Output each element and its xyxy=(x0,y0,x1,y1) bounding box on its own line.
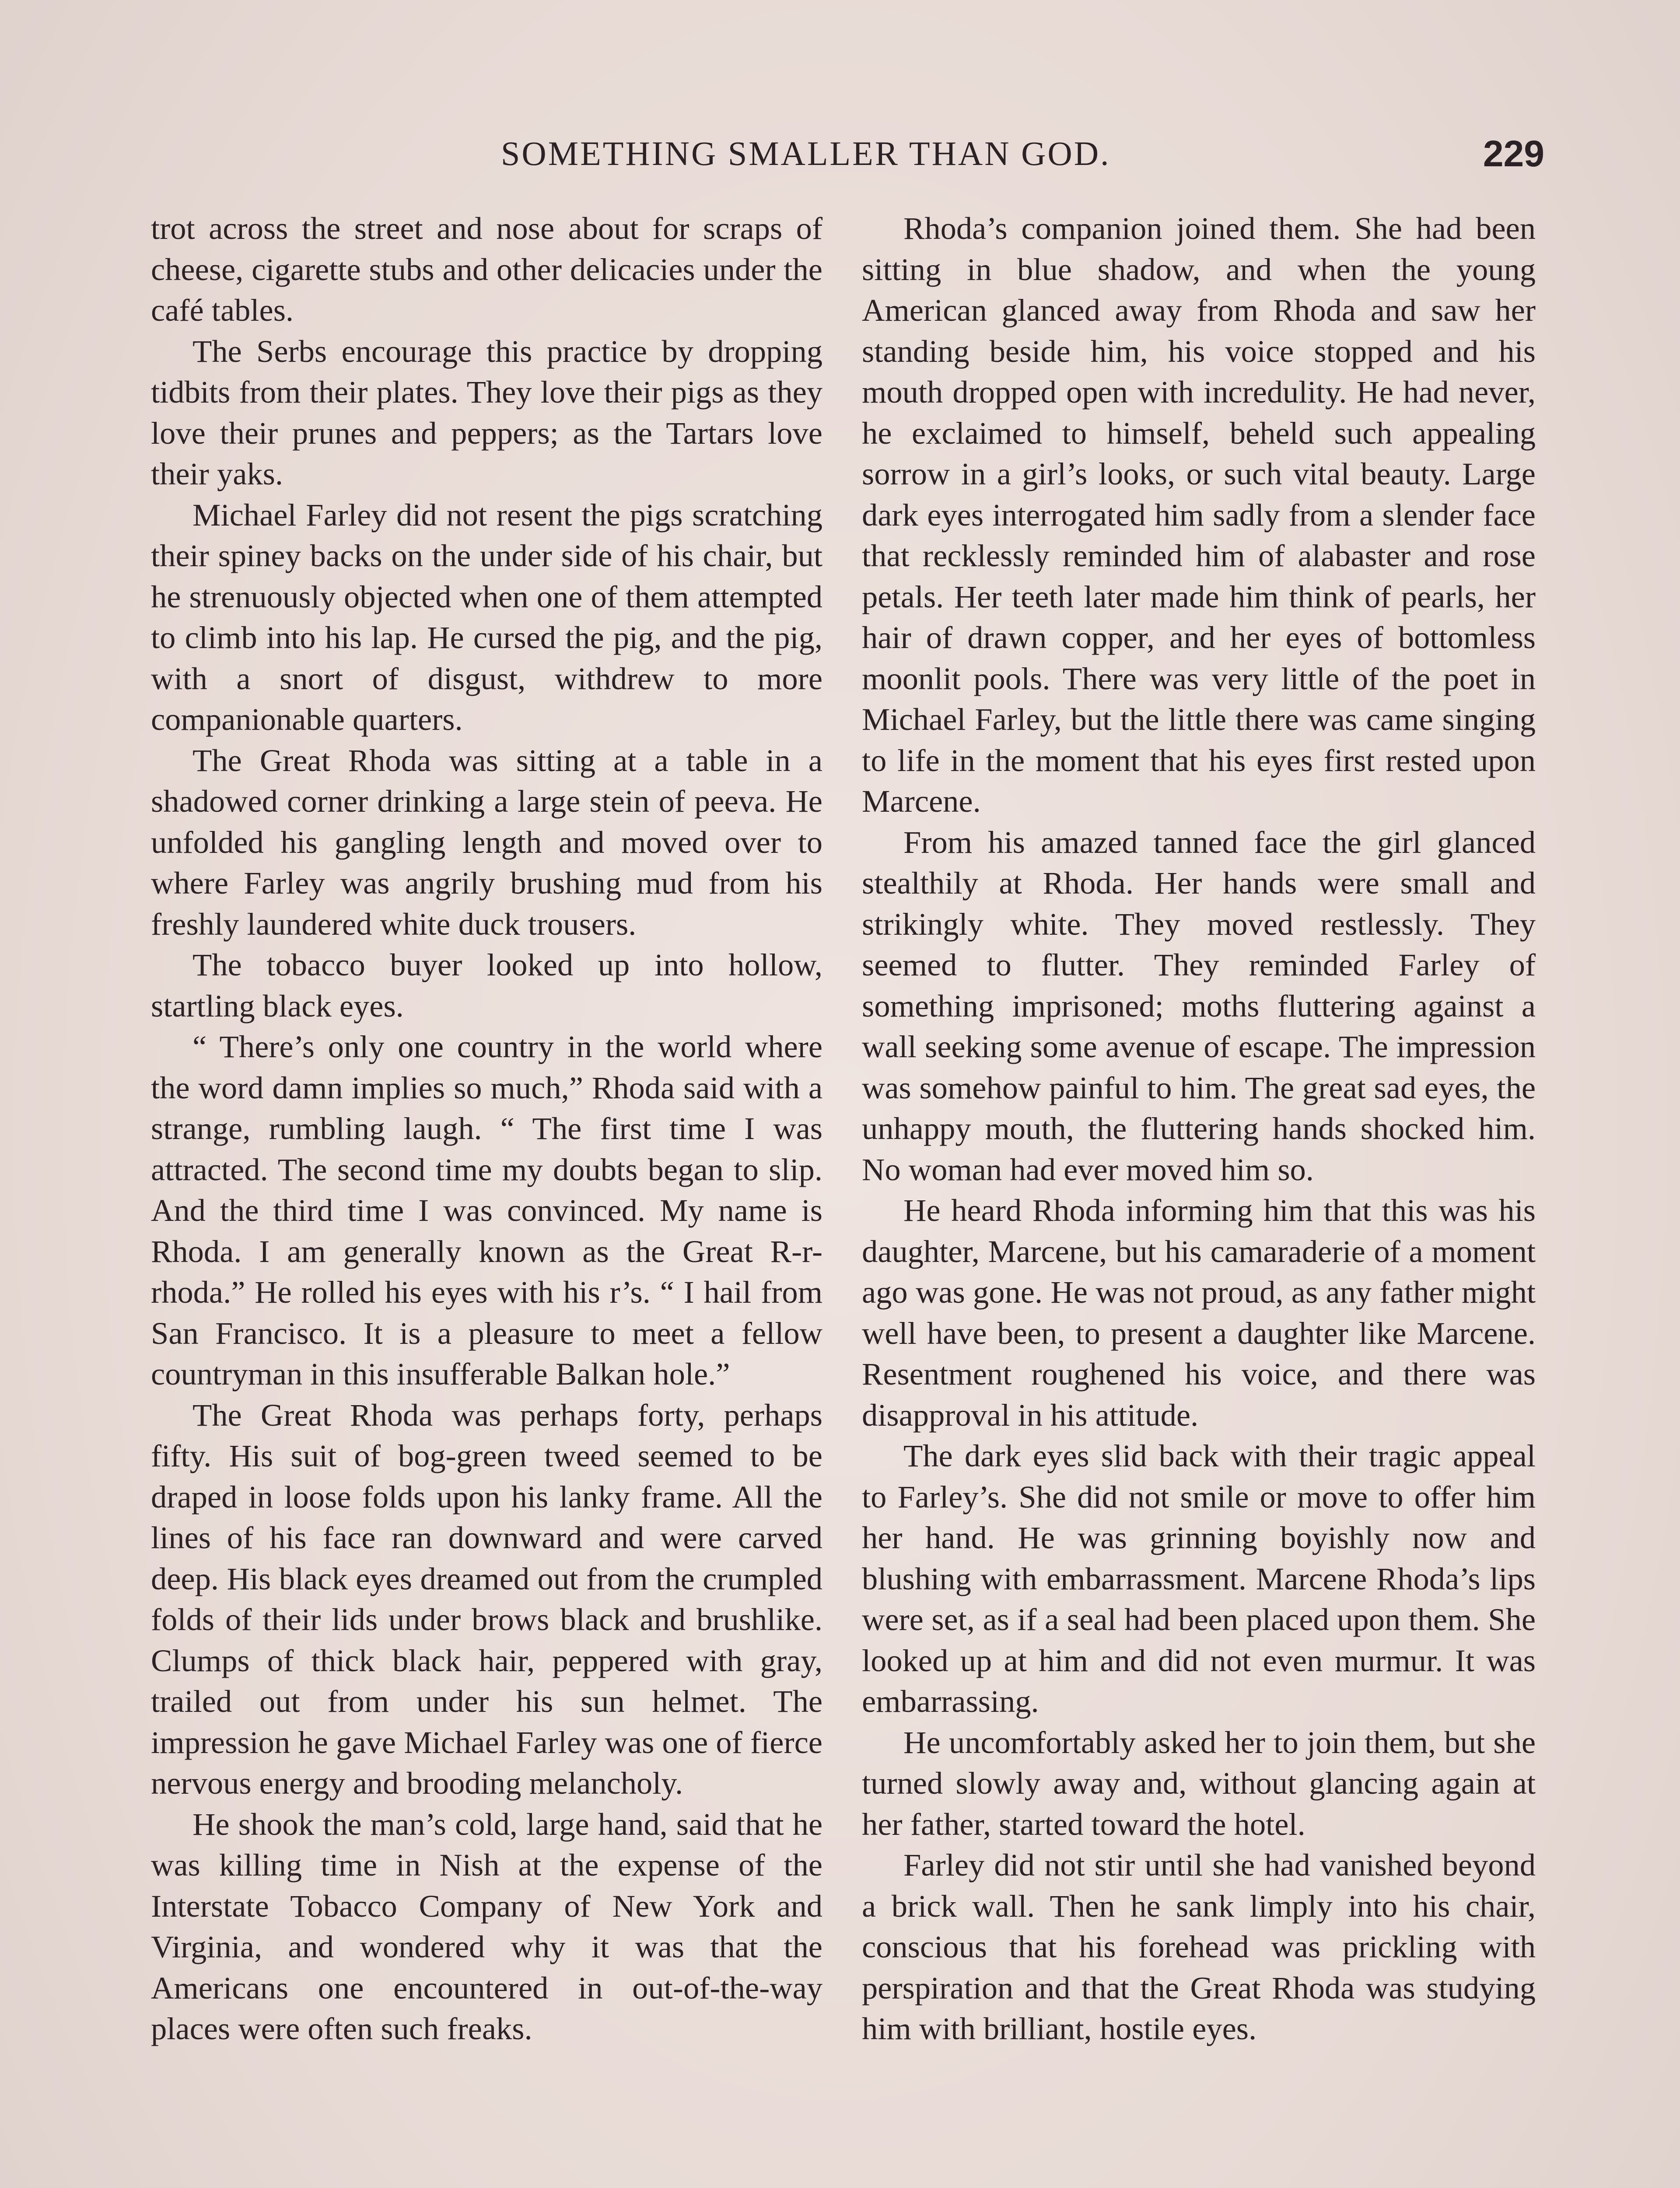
paragraph: trot across the street and nose about for scraps of cheese, cigarette stubs and other delicacies under the café tables. xyxy=(151,210,822,328)
page-number: 229 xyxy=(1483,133,1544,174)
paragraph: The tobacco buyer looked up into hollow, startling black eyes. xyxy=(151,947,822,1024)
paragraph: Michael Farley did not resent the pigs scratching their spiney backs on the under side of his chair, but he strenuously objected when one of them attempted to climb into his lap. He cursed the pig, and the pig, with a snort of disgust, withdrew to more companionable quarters. xyxy=(151,497,822,737)
paragraph: The Great Rhoda was sitting at a table in a shadowed corner drinking a large stein of peeva. He unfolded his gangling length and moved over to where Farley was angrily brushing mud from his freshly laundered white duck trousers. xyxy=(151,742,822,942)
paragraph: He heard Rhoda informing him that this was his daughter, Marcene, but his camaraderie of a moment ago was gone. He was not proud, as any father might well have been, to present a daughter like Marcene. Resentment roughened his voice, and there was disapproval in his attitude. xyxy=(862,1192,1536,1433)
paragraph: He uncomfortably asked her to join them, but she turned slowly away and, without glancing again at her father, started toward the hotel. xyxy=(862,1724,1536,1842)
right-column xyxy=(862,208,1536,2049)
paragraph: The dark eyes slid back with their tragic appeal to Farley’s. She did not smile or move to offer him her hand. He was grinning boyishly now and blushing with embarrassment. Marcene Rhoda’s lips were set, as if a seal had been placed upon them. She looked up at him and did not even murmur. It was embarrassing. xyxy=(862,1438,1536,1719)
left-column xyxy=(151,208,822,2049)
paragraph: “ There’s only one country in the world where the word damn implies so much,” Rhoda said with a strange, rumbling laugh. “ The first time I was attracted. The second time my doubts began to slip. And the third time I was convinced. My name is Rhoda. I am generally known as the Great R-r-rhoda.” He rolled his eyes with his r’s. “ I hail from San Francisco. It is a pleasure to meet a fellow countryman in this insufferable Balkan hole.” xyxy=(151,1029,822,1392)
paragraph: From his amazed tanned face the girl glanced stealthily at Rhoda. Her hands were small and strikingly white. They moved restlessly. They seemed to flutter. They reminded Farley of something imprisoned; moths fluttering against a wall seeking some avenue of escape. The impression was somehow painful to him. The great sad eyes, the unhappy mouth, the fluttering hands shocked him. No woman had ever moved him so. xyxy=(862,824,1536,1187)
paragraph: Rhoda’s companion joined them. She had been sitting in blue shadow, and when the young American glanced away from Rhoda and saw her standing beside him, his voice stopped and his mouth dropped open with incredulity. He had never, he exclaimed to himself, beheld such appealing sorrow in a girl’s looks, or such vital beauty. Large dark eyes interrogated him sadly from a slender face that recklessly reminded him of alabaster and rose petals. Her teeth later made him think of pearls, her hair of drawn copper, and her eyes of bottomless moonlit pools. There was very little of the poet in Michael Farley, but the little there was came singing to life in the moment that his eyes first rested upon Marcene. xyxy=(862,210,1536,819)
paragraph: He shook the man’s cold, large hand, said that he was killing time in Nish at the expense of the Interstate Tobacco Company of New York and Virginia, and wondered why it was that the Americans one encountered in out-of-the-way places were often such freaks. xyxy=(151,1806,822,2046)
page-header xyxy=(149,130,1544,178)
paragraph: Farley did not stir until she had vanished beyond a brick wall. Then he sank limply into his chair, conscious that his forehead was prickling with perspiration and that the Great Rhoda was studying him with brilliant, hostile eyes. xyxy=(862,1847,1536,2046)
running-title: SOMETHING SMALLER THAN GOD. xyxy=(501,134,1111,172)
paragraph: The Serbs encourage this practice by dropping tidbits from their plates. They love their pigs as they love their prunes and peppers; as the Tartars love their yaks. xyxy=(151,333,822,491)
paragraph: The Great Rhoda was perhaps forty, perhaps fifty. His suit of bog-green tweed seemed to be draped in loose folds upon his lanky frame. All the lines of his face ran downward and were carved deep. His black eyes dreamed out from the crumpled folds of their lids under brows black and brushlike. Clumps of thick black hair, peppered with gray, trailed out from under his sun helmet. The impression he gave Michael Farley was one of fierce nervous energy and brooding melancholy. xyxy=(151,1397,822,1801)
